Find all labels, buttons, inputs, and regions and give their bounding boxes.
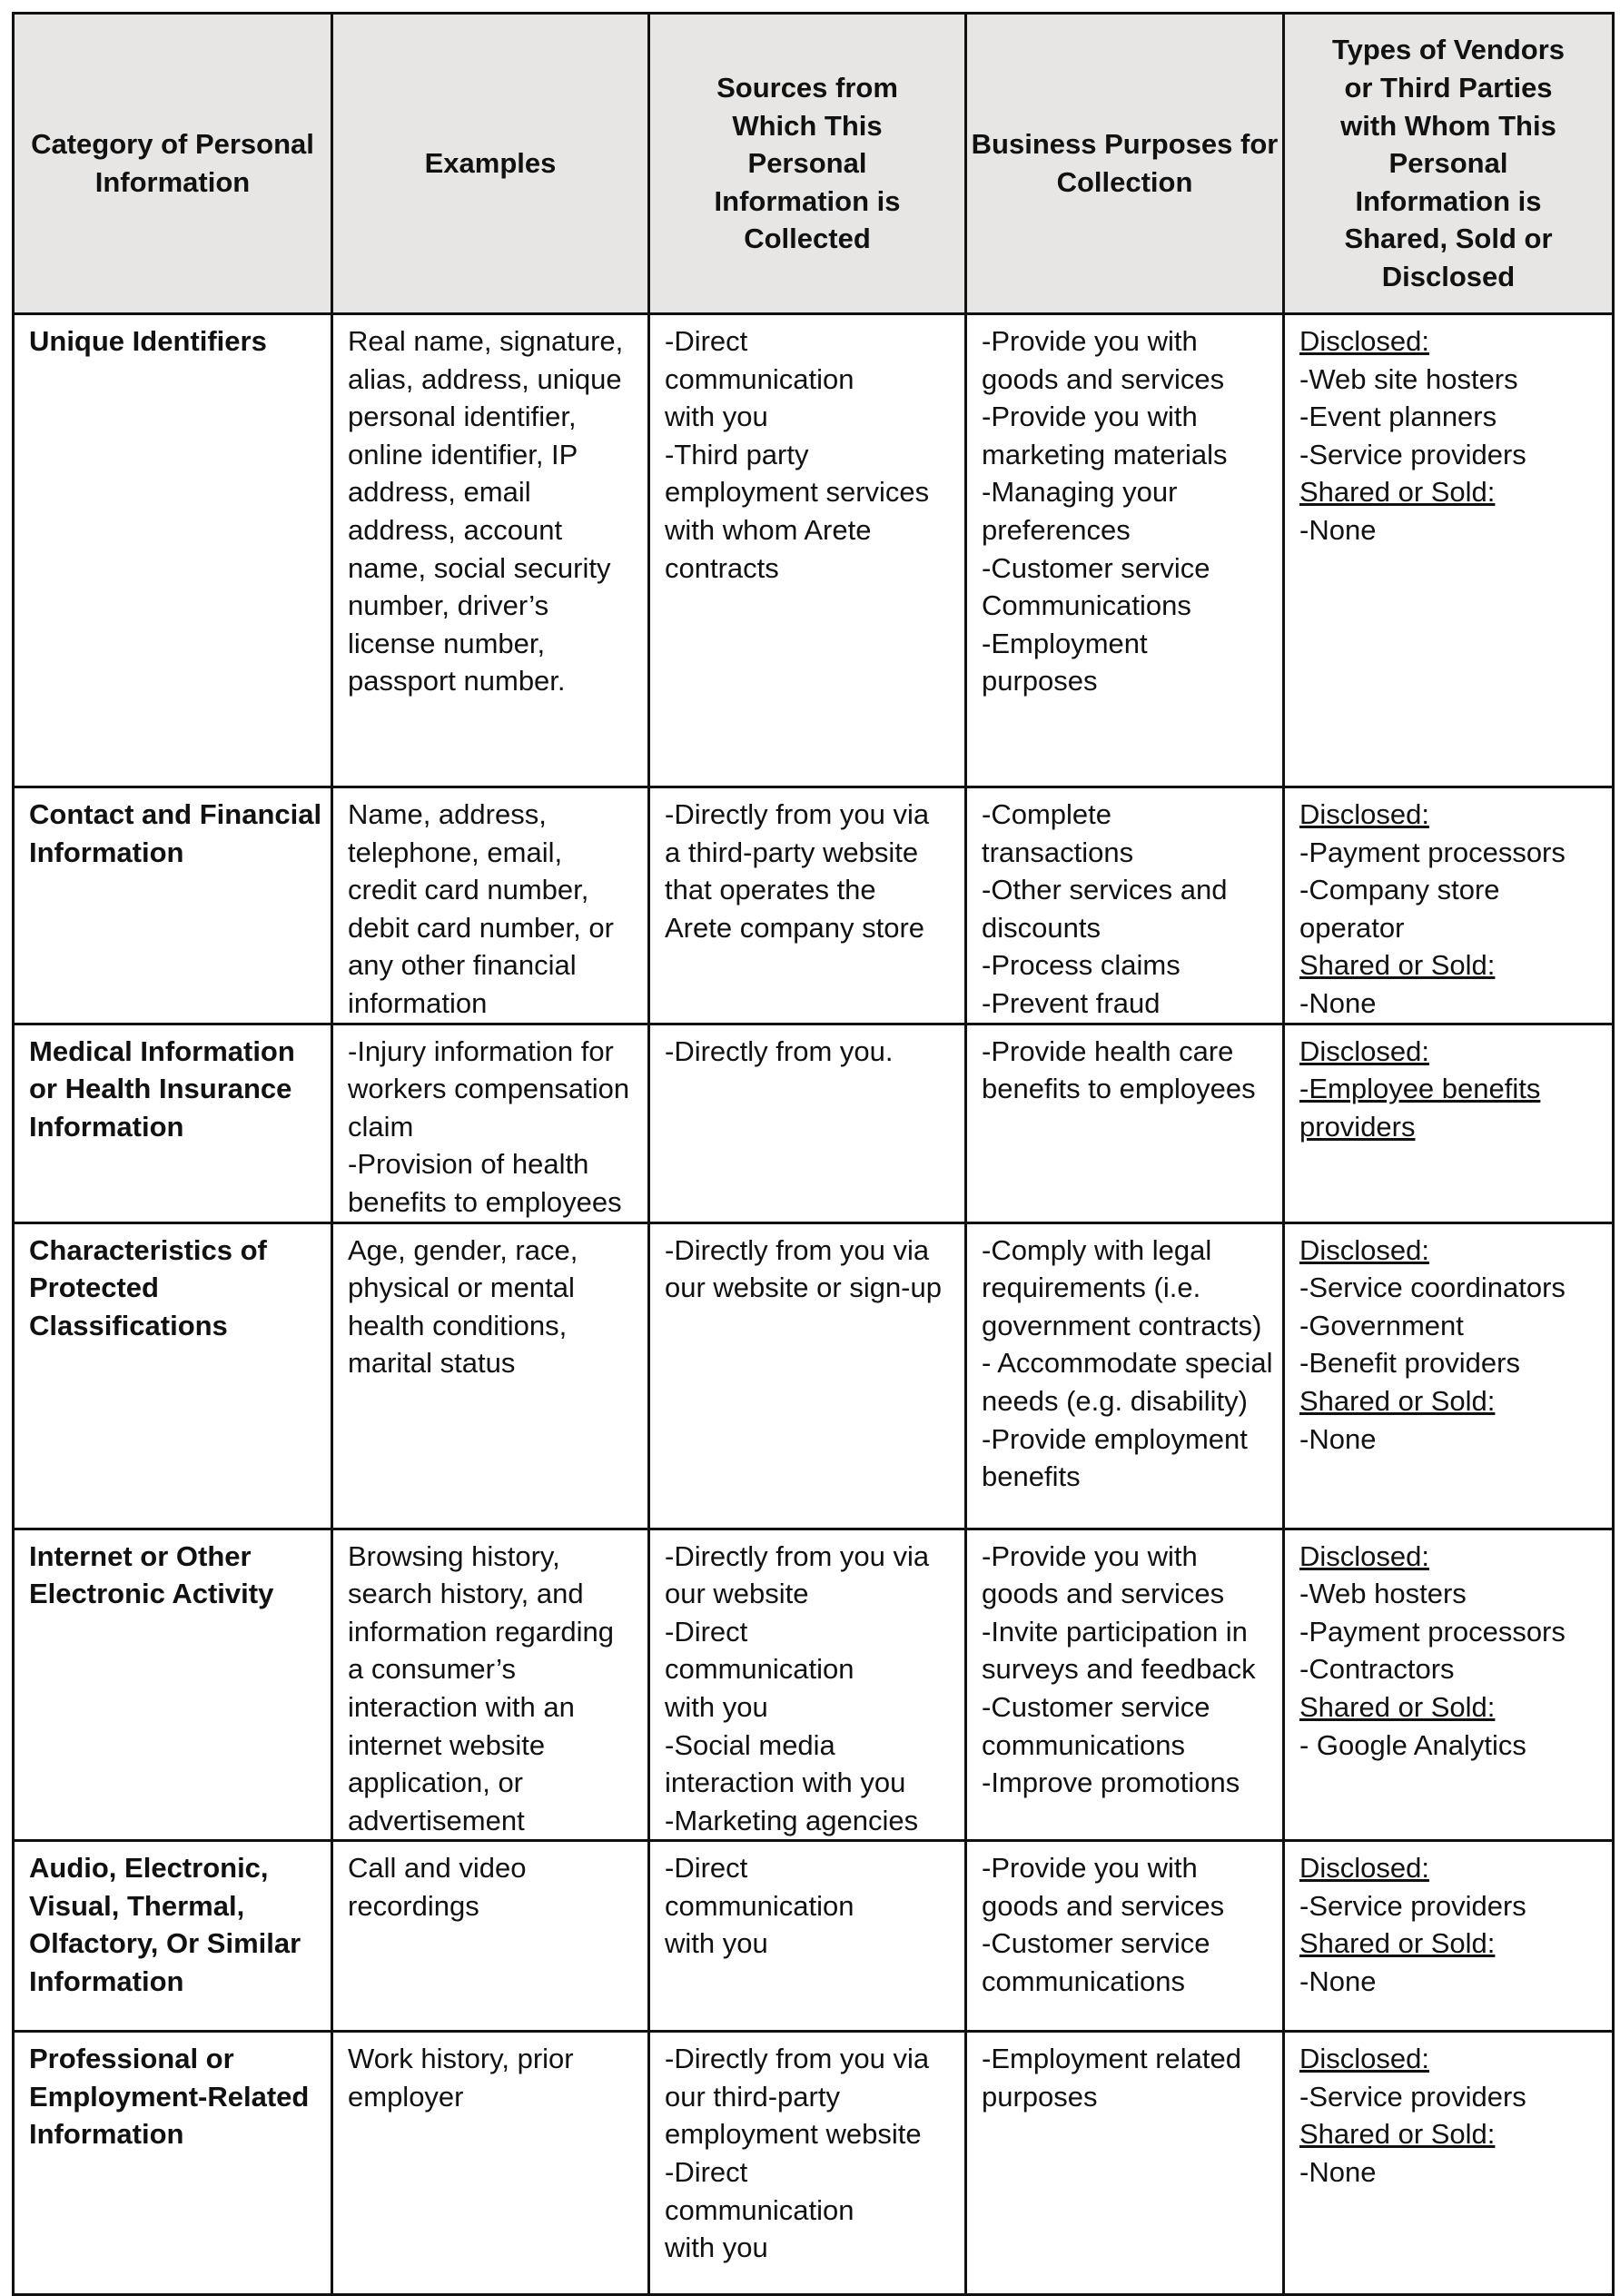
cell-line: -Directly from you. — [665, 1034, 894, 1067]
cell-line: number, driver’s — [348, 589, 549, 622]
sources-cell — [649, 1024, 966, 1222]
underlined-label: -Employee benefits — [1299, 1073, 1541, 1105]
underlined-label: Disclosed: — [1299, 1034, 1429, 1067]
header-line: Collection — [1056, 166, 1193, 198]
underlined-label: Disclosed: — [1299, 325, 1429, 357]
underlined-label: Shared or Sold: — [1299, 2118, 1496, 2151]
cell-line: license number, — [348, 627, 546, 659]
table-row — [14, 1841, 1614, 2032]
header-line: Collected — [744, 223, 871, 255]
cell-line: interaction with you — [665, 1767, 906, 1799]
cell-line: recordings — [348, 1889, 479, 1922]
cell-line: Information — [29, 2118, 184, 2151]
cell-line: operator — [1299, 911, 1405, 944]
cell-line: - Accommodate special — [982, 1347, 1273, 1380]
cell-line: -Customer service — [982, 551, 1210, 584]
cell-line: -None — [1299, 513, 1377, 546]
examples-cell — [332, 1841, 649, 2032]
examples-cell — [332, 787, 649, 1024]
cell-line: physical or mental — [348, 1272, 575, 1304]
cell-line: -Service coordinators — [1299, 1272, 1566, 1304]
cell-line: Professional or — [29, 2043, 234, 2075]
cell-line: Information — [29, 836, 184, 868]
table-row — [14, 2032, 1614, 2295]
cell-line: -Direct — [665, 1852, 748, 1885]
cell-line: telephone, email, — [348, 836, 563, 868]
cell-line: -Customer service — [982, 1927, 1210, 1960]
sources-cell — [649, 1529, 966, 1841]
cell-line: purposes — [982, 665, 1098, 698]
cell-line: -Provide you with — [982, 325, 1198, 357]
cell-line: -Complete — [982, 798, 1111, 830]
cell-line: -None — [1299, 986, 1377, 1019]
cell-line: -Provide you with — [982, 401, 1198, 433]
cell-line: communication — [665, 1889, 854, 1922]
header-sources — [649, 14, 966, 314]
cell-line: Internet or Other — [29, 1539, 252, 1572]
header-line: Information is — [714, 184, 901, 217]
cell-line: -None — [1299, 1422, 1377, 1455]
cell-line: -Directly from you via — [665, 1539, 930, 1572]
cell-line: that operates the — [665, 874, 876, 906]
cell-line: contracts — [665, 551, 779, 584]
header-category — [14, 14, 332, 314]
header-line: Personal — [747, 147, 867, 180]
category-cell — [14, 787, 332, 1024]
cell-line: or Health Insurance — [29, 1073, 292, 1105]
cell-line: -Web hosters — [1299, 1578, 1467, 1610]
cell-line: -Direct — [665, 2156, 748, 2189]
vendors-cell — [1284, 1024, 1614, 1222]
cell-line: -Company store — [1299, 874, 1500, 906]
sources-cell — [649, 787, 966, 1024]
cell-line: -Web site hosters — [1299, 362, 1518, 395]
cell-line: alias, address, unique — [348, 362, 622, 395]
header-line: Examples — [424, 147, 557, 180]
header-line: Personal — [1388, 147, 1508, 180]
examples-cell — [332, 1222, 649, 1529]
examples-cell — [332, 1024, 649, 1222]
category-cell — [14, 1841, 332, 2032]
cell-line: purposes — [982, 2080, 1098, 2113]
cell-line: claim — [348, 1110, 414, 1143]
header-line: Which This — [732, 109, 883, 142]
header-business-purposes — [966, 14, 1284, 314]
purposes-cell — [966, 1529, 1284, 1841]
cell-line: Classifications — [29, 1309, 228, 1341]
examples-cell — [332, 314, 649, 787]
cell-line: our website or sign-up — [665, 1272, 942, 1304]
header-line: or Third Parties — [1344, 72, 1553, 104]
cell-line: our third-party — [665, 2080, 840, 2113]
cell-line: with you — [665, 1927, 768, 1960]
cell-line: surveys and feedback — [982, 1653, 1256, 1686]
cell-line: benefits to employees — [982, 1073, 1256, 1105]
cell-line: -Injury information for — [348, 1034, 614, 1067]
header-line: Types of Vendors — [1331, 34, 1566, 66]
sources-cell — [649, 2032, 966, 2295]
cell-line: -Provision of health — [348, 1148, 589, 1181]
cell-line: search history, and — [348, 1578, 584, 1610]
header-vendor-types — [1284, 14, 1614, 314]
cell-line: needs (e.g. disability) — [982, 1384, 1248, 1417]
cell-line: Work history, prior — [348, 2043, 574, 2075]
cell-line: Audio, Electronic, — [29, 1852, 269, 1885]
cell-line: -Provide you with — [982, 1852, 1198, 1885]
underlined-label: Shared or Sold: — [1299, 476, 1496, 509]
header-line: Category of Personal — [31, 128, 314, 161]
cell-line: Unique Identifiers — [29, 325, 267, 357]
cell-line: health conditions, — [348, 1309, 568, 1341]
cell-line: -Invite participation in — [982, 1615, 1248, 1648]
cell-line: Information — [29, 1965, 184, 1998]
vendors-cell — [1284, 1529, 1614, 1841]
cell-line: application, or — [348, 1767, 524, 1799]
cell-line: -None — [1299, 1965, 1377, 1998]
cell-line: -Event planners — [1299, 401, 1497, 433]
table-row — [14, 314, 1614, 787]
cell-line: -None — [1299, 2156, 1377, 2189]
cell-line: personal identifier, — [348, 401, 577, 433]
examples-cell — [332, 2032, 649, 2295]
cell-line: name, social security — [348, 551, 611, 584]
cell-line: - Google Analytics — [1299, 1728, 1526, 1761]
underlined-label: Disclosed: — [1299, 1233, 1429, 1266]
header-row — [14, 14, 1614, 314]
cell-line: Medical Information — [29, 1034, 295, 1067]
cell-line: -Contractors — [1299, 1653, 1455, 1686]
cell-line: requirements (i.e. — [982, 1272, 1201, 1304]
category-cell — [14, 2032, 332, 2295]
cell-line: -Employment — [982, 627, 1148, 659]
cell-line: -Government — [1299, 1309, 1464, 1341]
category-cell — [14, 314, 332, 787]
cell-line: marketing materials — [982, 438, 1228, 470]
cell-line: with you — [665, 1690, 768, 1723]
cell-line: goods and services — [982, 1578, 1225, 1610]
purposes-cell — [966, 1841, 1284, 2032]
cell-line: credit card number, — [348, 874, 589, 906]
purposes-cell — [966, 2032, 1284, 2295]
cell-line: -Service providers — [1299, 2080, 1526, 2113]
cell-line: debit card number, or — [348, 911, 614, 944]
table-row — [14, 1222, 1614, 1529]
cell-line: information — [348, 986, 488, 1019]
table-row — [14, 1024, 1614, 1222]
cell-line: Information — [29, 1110, 184, 1143]
cell-line: -Managing your — [982, 476, 1178, 509]
category-cell — [14, 1529, 332, 1841]
cell-line: Characteristics of — [29, 1233, 267, 1266]
cell-line: -Directly from you via — [665, 1233, 930, 1266]
underlined-label: Disclosed: — [1299, 1539, 1429, 1572]
cell-line: -Provide employment — [982, 1422, 1248, 1455]
cell-line: Name, address, — [348, 798, 547, 830]
cell-line: -Customer service — [982, 1690, 1210, 1723]
cell-line: -Direct — [665, 325, 748, 357]
sources-cell — [649, 1841, 966, 2032]
cell-line: benefits to employees — [348, 1185, 622, 1218]
cell-line: workers compensation — [348, 1073, 630, 1105]
sources-cell — [649, 1222, 966, 1529]
vendors-cell — [1284, 1222, 1614, 1529]
cell-line: Olfactory, Or Similar — [29, 1927, 301, 1960]
cell-line: communication — [665, 362, 854, 395]
cell-line: preferences — [982, 513, 1131, 546]
header-line: Shared, Sold or — [1344, 223, 1553, 255]
cell-line: -Directly from you via — [665, 2043, 930, 2075]
purposes-cell — [966, 1222, 1284, 1529]
cell-line: -Service providers — [1299, 438, 1526, 470]
cell-line: -Payment processors — [1299, 836, 1566, 868]
cell-line: advertisement — [348, 1804, 525, 1836]
vendors-cell — [1284, 1841, 1614, 2032]
cell-line: discounts — [982, 911, 1101, 944]
cell-line: -Comply with legal — [982, 1233, 1212, 1266]
cell-line: -Prevent fraud — [982, 986, 1161, 1019]
cell-line: Electronic Activity — [29, 1578, 274, 1610]
cell-line: Visual, Thermal, — [29, 1889, 245, 1922]
cell-line: marital status — [348, 1347, 516, 1380]
cell-line: benefits — [982, 1460, 1081, 1493]
underlined-label: Shared or Sold: — [1299, 949, 1496, 982]
cell-line: Contact and Financial — [29, 798, 322, 830]
cell-line: communications — [982, 1965, 1185, 1998]
cell-line: -Other services and — [982, 874, 1228, 906]
category-cell — [14, 1222, 332, 1529]
cell-line: any other financial — [348, 949, 577, 982]
cell-line: interaction with an — [348, 1690, 575, 1723]
purposes-cell — [966, 787, 1284, 1024]
underlined-label: providers — [1299, 1110, 1416, 1143]
category-cell — [14, 1024, 332, 1222]
underlined-label: Disclosed: — [1299, 798, 1429, 830]
cell-line: -Social media — [665, 1728, 835, 1761]
cell-line: Call and video — [348, 1852, 527, 1885]
purposes-cell — [966, 314, 1284, 787]
cell-line: address, email — [348, 476, 531, 509]
cell-line: with whom Arete — [665, 513, 872, 546]
table-row — [14, 787, 1614, 1024]
header-examples — [332, 14, 649, 314]
cell-line: -Improve promotions — [982, 1767, 1240, 1799]
cell-line: -Directly from you via — [665, 798, 930, 830]
underlined-label: Shared or Sold: — [1299, 1384, 1496, 1417]
sources-cell — [649, 314, 966, 787]
header-line: Sources from — [716, 72, 898, 104]
table-row — [14, 1529, 1614, 1841]
cell-line: -Third party — [665, 438, 809, 470]
underlined-label: Disclosed: — [1299, 2043, 1429, 2075]
cell-line: -Service providers — [1299, 1889, 1526, 1922]
header-line: Disclosed — [1381, 260, 1516, 292]
cell-line: with you — [665, 401, 768, 433]
cell-line: -Marketing agencies — [665, 1804, 919, 1836]
cell-line: with you — [665, 2232, 768, 2264]
cell-line: Employment-Related — [29, 2080, 310, 2113]
cell-line: address, account — [348, 513, 563, 546]
cell-line: -Process claims — [982, 949, 1180, 982]
cell-line: a third-party website — [665, 836, 919, 868]
purposes-cell — [966, 1024, 1284, 1222]
cell-line: information regarding — [348, 1615, 614, 1648]
cell-line: employment website — [665, 2118, 922, 2151]
cell-line: Communications — [982, 589, 1191, 622]
cell-line: goods and services — [982, 1889, 1225, 1922]
cell-line: Age, gender, race, — [348, 1233, 578, 1266]
cell-line: passport number. — [348, 665, 566, 698]
vendors-cell — [1284, 314, 1614, 787]
cell-line: goods and services — [982, 362, 1225, 395]
cell-line: -Payment processors — [1299, 1615, 1566, 1648]
underlined-label: Shared or Sold: — [1299, 1690, 1496, 1723]
cell-line: -Provide health care — [982, 1034, 1234, 1067]
cell-line: Protected — [29, 1272, 159, 1304]
cell-line: transactions — [982, 836, 1134, 868]
header-line: Information is — [1355, 184, 1542, 217]
vendors-cell — [1284, 2032, 1614, 2295]
cell-line: employer — [348, 2080, 464, 2113]
cell-line: -Employment related — [982, 2043, 1242, 2075]
cell-line: communication — [665, 2193, 854, 2226]
cell-line: Arete company store — [665, 911, 925, 944]
header-line: Information — [94, 166, 251, 198]
cell-line: communication — [665, 1653, 854, 1686]
header-line: Business Purposes for — [971, 128, 1279, 161]
cell-line: communications — [982, 1728, 1185, 1761]
cell-line: government contracts) — [982, 1309, 1262, 1341]
cell-line: -Benefit providers — [1299, 1347, 1520, 1380]
cell-line: internet website — [348, 1728, 546, 1761]
cell-line: Browsing history, — [348, 1539, 560, 1572]
cell-line: employment services — [665, 476, 930, 509]
cell-line: a consumer’s — [348, 1653, 516, 1686]
cell-line: -Direct — [665, 1615, 748, 1648]
vendors-cell — [1284, 787, 1614, 1024]
cell-line: online identifier, IP — [348, 438, 578, 470]
cell-line: our website — [665, 1578, 809, 1610]
personal-information-table — [12, 12, 1615, 2296]
underlined-label: Disclosed: — [1299, 1852, 1429, 1885]
cell-line: -Provide you with — [982, 1539, 1198, 1572]
header-line: with Whom This — [1340, 109, 1556, 142]
examples-cell — [332, 1529, 649, 1841]
underlined-label: Shared or Sold: — [1299, 1927, 1496, 1960]
cell-line: Real name, signature, — [348, 325, 624, 357]
